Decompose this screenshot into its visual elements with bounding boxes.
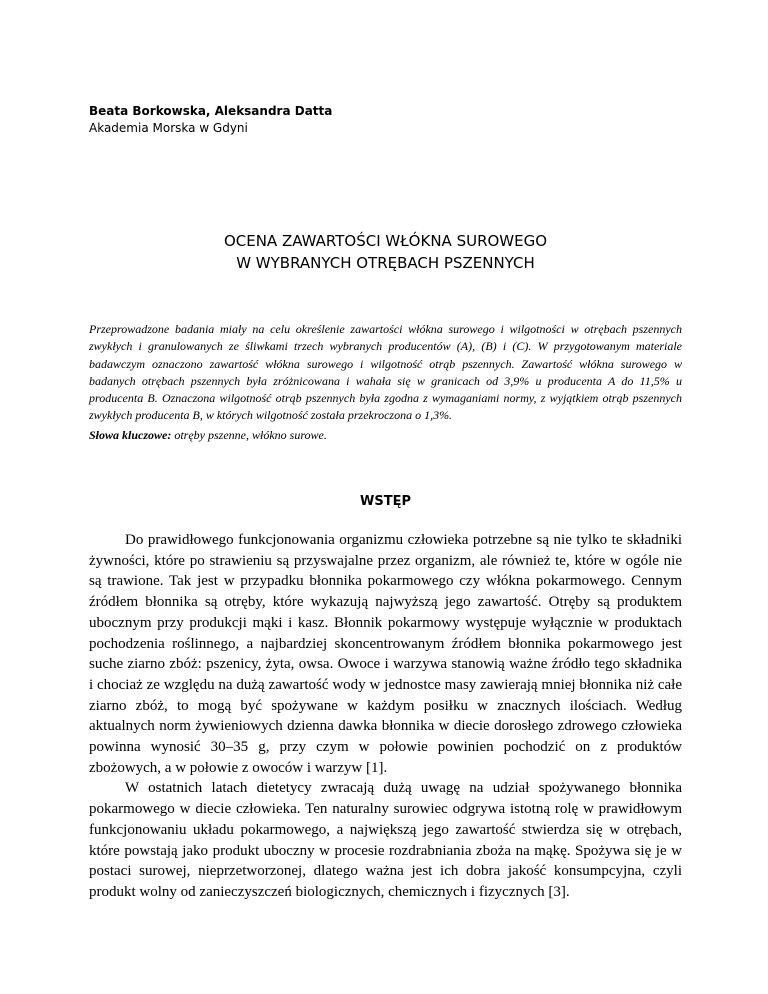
paper-title bbox=[89, 230, 682, 274]
keywords-text: otręby pszenne, włókno surowe. bbox=[171, 427, 327, 442]
title-line-2: W WYBRANYCH OTRĘBACH PSZENNYCH bbox=[236, 254, 535, 272]
abstract-block bbox=[89, 321, 682, 444]
paragraph: Do prawidłowego funkcjonowania organizmu człowieka potrzebne są nie tylko te składniki żywności, które po strawieniu są przyswajalne przez organizm, ale również te, które w ogóle nie są trawione. Tak jest w przypadku błonnika pokarmowego czy włókna pokarmowego. Cennym źródłem błonnika są otręby, które wykazują najwyższą jego zawartość. Otręby są produktem ubocznym przy produkcji mąki i kasz. Błonnik pokarmowy występuje wyłącznie w produktach pochodzenia roślinnego, a najbardziej skoncentrowanym źródłem błonnika pokarmowego jest suche ziarno zbóż: pszenicy, żyta, owsa. Owoce i warzywa stanowią ważne źródło tego składnika i chociaż ze względu na dużą zawartość wody w jednostce masy zawierają mniej błonnika niż całe ziarno zbóż, to mogą być spożywane w każdym posiłku w znacznych ilościach. Według aktualnych norm żywieniowych dzienna dawka błonnika w diecie dorosłego zdrowego człowieka powinna wynosić 30–35 g, przy czym w połowie powinien pochodzić on z produktów zbożowych, a w połowie z owoców i warzyw [1]. bbox=[89, 532, 682, 776]
title-line-1: OCENA ZAWARTOŚCI WŁÓKNA SUROWEGO bbox=[223, 232, 548, 250]
affiliation: Akademia Morska w Gdyni bbox=[89, 121, 248, 135]
authors: Beata Borkowska, Aleksandra Datta bbox=[89, 104, 333, 118]
author-block bbox=[89, 103, 332, 137]
paragraph: W ostatnich latach dietetycy zwracają dużą uwagę na udział spożywanego błonnika pokarmowego w diecie człowieka. Ten naturalny surowiec odgrywa istotną rolę w prawidłowym funkcjonowaniu układu pokarmowego, a największą jego zawartość stwierdza się w otrębach, które powstają jako produkt uboczny w procesie rozdrabniania zboża na mąkę. Spożywa się je w postaci surowej, nieprzetworzonej, dlatego ważna jest ich dobra jakość konsumpcyjna, czyli produkt wolny od zanieczyszczeń biologicznych, chemicznych i fizycznych [3]. bbox=[89, 780, 682, 900]
keywords bbox=[89, 427, 682, 444]
keywords-label: Słowa kluczowe: bbox=[89, 427, 172, 442]
section-heading: WSTĘP bbox=[360, 494, 411, 509]
abstract-text: Przeprowadzone badania miały na celu określenie zawartości włókna surowego i wilgotności w otrębach pszennych zwykłych i granulowanych ze śliwkami trzech wybranych producentów (A), (B) i (C). W przygotowanym materiale badawczym oznaczono zawartość włókna surowego i wilgotność otrąb pszennych. Zawartość włókna surowego w badanych otrębach pszennych była zróżnicowana i wahała się w granicach od 3,9% u producenta A do 11,5% u producenta B. Oznaczona wilgotność otrąb pszennych była zgodna z wymaganiami normy, z wyjątkiem otrąb pszennych zwykłych producenta B, w których wilgotność została przekroczona o 1,3%. bbox=[89, 322, 682, 423]
section-body bbox=[89, 530, 682, 903]
